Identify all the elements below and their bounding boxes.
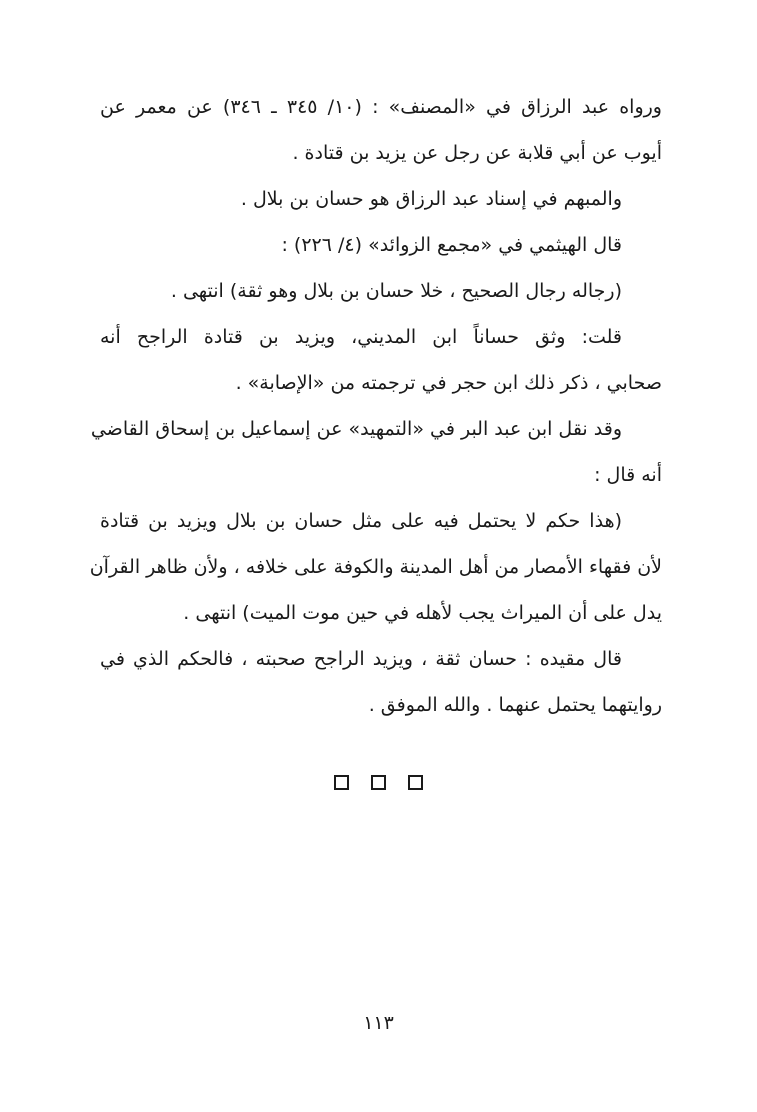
text-line-6: قلت: وثق حساناً ابن المديني، ويزيد بن قتادة الراجح أنه bbox=[100, 326, 622, 348]
text-line-9: أنه قال : bbox=[594, 464, 662, 486]
text-line-5: (رجاله رجال الصحيح ، خلا حسان بن بلال وهو ثقة) انتهى . bbox=[170, 280, 622, 302]
text-line-3: والمبهم في إسناد عبد الرزاق هو حسان بن بلال . bbox=[240, 188, 622, 210]
text-line-1: ورواه عبد الرزاق في «المصنف» : (١٠/ ٣٤٥ ـ ٣٤٦) عن معمر عن bbox=[100, 96, 662, 118]
page-number: ١١٣ bbox=[363, 1012, 394, 1034]
section-divider bbox=[0, 775, 757, 795]
text-line-4: قال الهيثمي في «مجمع الزوائد» (٤/ ٢٢٦) : bbox=[281, 234, 622, 256]
text-line-12: يدل على أن الميراث يجب لأهله في حين موت الميت) انتهى . bbox=[183, 602, 662, 624]
divider-square-icon bbox=[408, 775, 423, 790]
text-line-10: (هذا حكم لا يحتمل فيه على مثل حسان بن بلال ويزيد بن قتادة bbox=[100, 510, 622, 532]
text-line-7: صحابي ، ذكر ذلك ابن حجر في ترجمته من «الإصابة» . bbox=[235, 372, 662, 394]
divider-square-icon bbox=[334, 775, 349, 790]
text-line-11: لأن فقهاء الأمصار من أهل المدينة والكوفة على خلافه ، ولأن ظاهر القرآن bbox=[89, 556, 662, 578]
text-line-13: قال مقيده : حسان ثقة ، ويزيد الراجح صحبته ، فالحكم الذي في bbox=[100, 648, 622, 670]
text-line-8: وقد نقل ابن عبد البر في «التمهيد» عن إسماعيل بن إسحاق القاضي bbox=[90, 418, 622, 440]
text-line-2: أيوب عن أبي قلابة عن رجل عن يزيد بن قتادة . bbox=[292, 142, 662, 164]
divider-square-icon bbox=[371, 775, 386, 790]
text-line-14: روايتهما يحتمل عنهما . والله الموفق . bbox=[368, 694, 662, 716]
